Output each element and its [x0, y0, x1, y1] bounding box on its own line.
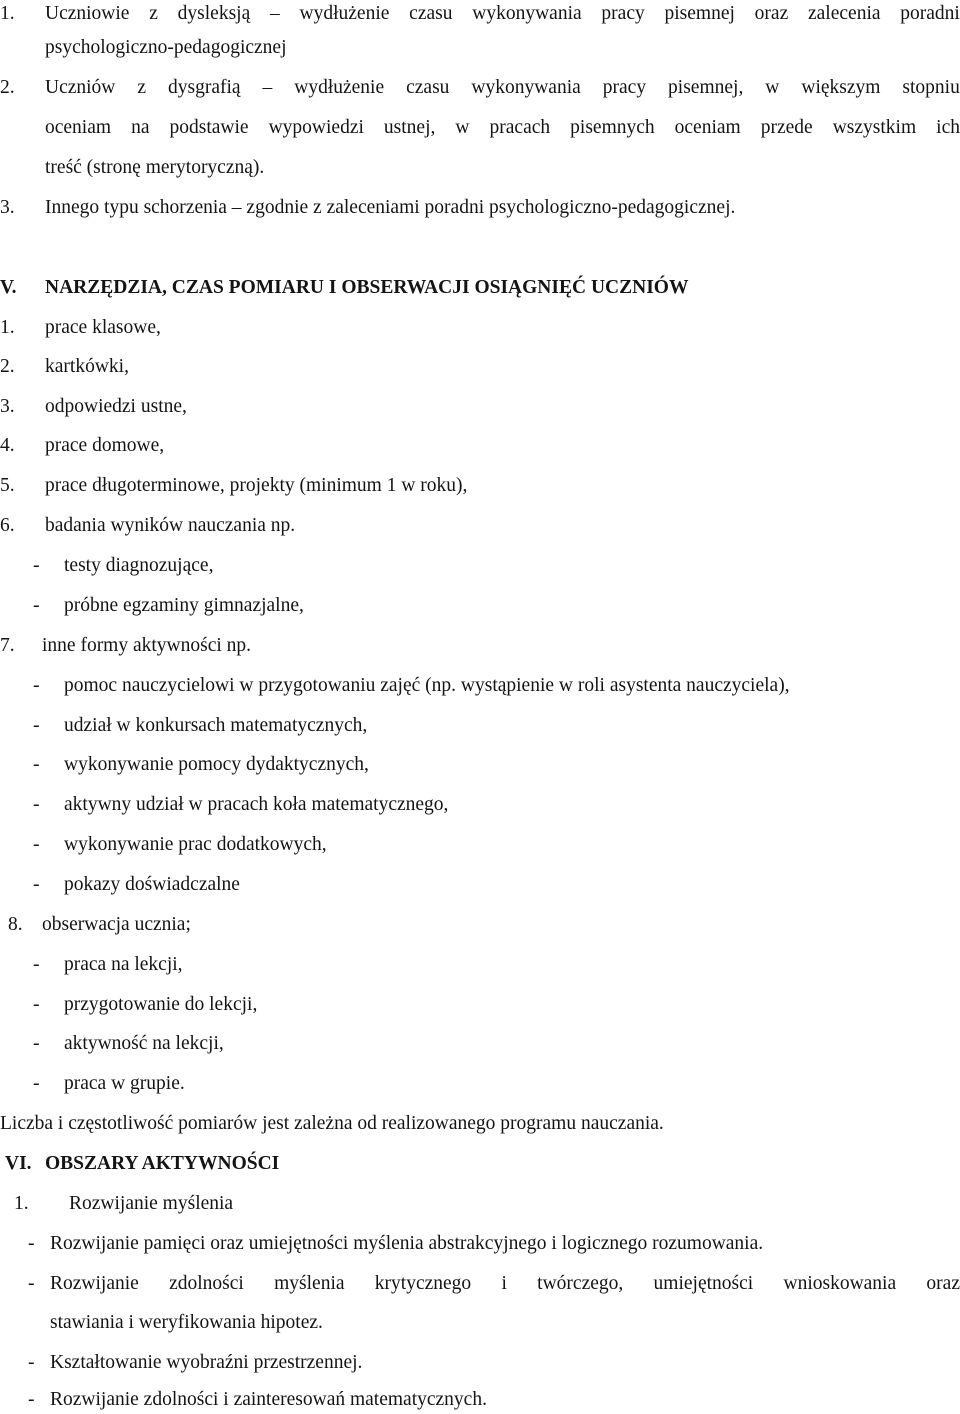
word: wykonywania [472, 3, 582, 24]
item-number: 2. [0, 356, 15, 377]
bullet-dash: - [33, 794, 40, 815]
item-number: 6. [0, 515, 15, 536]
word: – [262, 77, 273, 98]
item-text: pomoc nauczycielowi w przygotowaniu zajęć (np. wystąpienie w roli asystenta nauczyciela), [64, 675, 790, 696]
word: pracach [489, 117, 551, 138]
item-2-line-2 [0, 114, 960, 142]
section-number: V. [0, 277, 17, 298]
item-text: Rozwijanie pamięci oraz umiejętności myślenia abstrakcyjnego i logicznego rozumowania. [50, 1233, 764, 1254]
item-number: 3. [0, 197, 15, 218]
word: – [270, 3, 280, 24]
word: myślenia [274, 1273, 345, 1294]
word: zdolności [169, 1273, 244, 1294]
item-text: przygotowanie do lekcji, [64, 994, 258, 1015]
word: dysgrafią [168, 77, 241, 98]
word: Rozwijanie [50, 1273, 139, 1294]
word: pisemnej, [668, 77, 744, 98]
word: z [137, 77, 147, 98]
word: oraz [926, 1273, 960, 1294]
justified-line [45, 114, 960, 142]
word: Uczniowie [45, 3, 130, 24]
word: z [149, 3, 158, 24]
item-text: obserwacja ucznia; [42, 914, 191, 935]
word: pisemnej [664, 3, 735, 24]
item-2-line-1 [0, 74, 960, 102]
item-number: 8. [8, 914, 23, 935]
word: podstawie [169, 117, 249, 138]
item-text: praca w grupie. [64, 1073, 185, 1094]
justified-line [50, 1270, 960, 1298]
item-text: Rozwijanie myślenia [69, 1193, 234, 1214]
item-number: 3. [0, 396, 15, 417]
justified-line [45, 74, 960, 102]
item-text: badania wyników nauczania np. [45, 515, 296, 536]
item-number: 1. [0, 317, 15, 338]
word: większym [801, 77, 881, 98]
word: czasu [409, 3, 453, 24]
item-text: Rozwijanie zdolności i zainteresowań matematycznych. [50, 1389, 487, 1410]
word: twórczego, [537, 1273, 624, 1294]
paragraph-text: treść (stronę merytoryczną). [45, 157, 265, 178]
bullet-dash: - [28, 1273, 35, 1294]
item-number: 4. [0, 435, 15, 456]
bullet-dash: - [33, 954, 40, 975]
section-title: NARZĘDZIA, CZAS POMIARU I OBSERWACJI OSIĄGNIĘĆ UCZNIÓW [45, 277, 689, 298]
bullet-dash: - [33, 754, 40, 775]
word: czasu [406, 77, 450, 98]
bullet-dash: - [28, 1389, 35, 1410]
bullet-dash: - [33, 874, 40, 895]
justified-line [45, 0, 960, 28]
item-text: odpowiedzi ustne, [45, 396, 187, 417]
item-text: prace domowe, [45, 435, 165, 456]
word: krytycznego [374, 1273, 472, 1294]
item-text: aktywny udział w pracach koła matematycznego, [64, 794, 449, 815]
word: oceniam [45, 117, 112, 138]
item-text: kartkówki, [45, 356, 129, 377]
item-text: pokazy doświadczalne [64, 874, 240, 895]
word: wydłużenie [299, 3, 390, 24]
item-text: udział w konkursach matematycznych, [64, 715, 368, 736]
word: w [455, 117, 470, 138]
word: wnioskowania [783, 1273, 897, 1294]
section-number: VI. [5, 1153, 32, 1174]
word: dysleksją [177, 3, 251, 24]
item-number: 7. [0, 635, 15, 656]
item-text: prace długoterminowe, projekty (minimum 1 w roku), [45, 475, 468, 496]
item-text: aktywność na lekcji, [64, 1033, 224, 1054]
bullet-dash: - [33, 715, 40, 736]
item-number: 1. [0, 3, 15, 24]
word: wypowiedzi [268, 117, 364, 138]
word: na [131, 117, 150, 138]
item-text: wykonywanie prac dodatkowych, [64, 834, 327, 855]
bullet-dash: - [33, 994, 40, 1015]
bullet-dash: - [33, 1073, 40, 1094]
bullet-dash: - [28, 1352, 35, 1373]
word: stopniu [902, 77, 960, 98]
word: i [501, 1273, 507, 1294]
word: pracy [601, 3, 645, 24]
word: wszystkim [832, 117, 917, 138]
word: umiejętności [653, 1273, 754, 1294]
item-text: próbne egzaminy gimnazjalne, [64, 595, 304, 616]
item-number: 5. [0, 475, 15, 496]
item-text: wykonywanie pomocy dydaktycznych, [64, 754, 369, 775]
word: wykonywania [471, 77, 581, 98]
item-text: inne formy aktywności np. [42, 635, 252, 656]
word: oraz [754, 3, 789, 24]
item-number: 1. [14, 1193, 29, 1214]
word: Uczniów [45, 77, 116, 98]
bullet-dash: - [33, 595, 40, 616]
word: zalecenia [808, 3, 881, 24]
item-text: testy diagnozujące, [64, 555, 214, 576]
paragraph-text: Innego typu schorzenia – zgodnie z zaleceniami poradni psychologiczno-pedagogicznej. [45, 197, 736, 218]
bullet-dash: - [33, 1033, 40, 1054]
bullet-dash: - [28, 1233, 35, 1254]
word: ich [936, 117, 960, 138]
item-number: 2. [0, 77, 15, 98]
section-title: OBSZARY AKTYWNOŚCI [45, 1153, 280, 1174]
bullet-item [0, 1270, 960, 1298]
item-text: prace klasowe, [45, 317, 161, 338]
word: pisemnych [570, 117, 655, 138]
item-text: Kształtowanie wyobraźni przestrzennej. [50, 1352, 363, 1373]
word: poradni [900, 3, 960, 24]
word: oceniam [674, 117, 741, 138]
bullet-dash: - [33, 555, 40, 576]
paragraph-text: Liczba i częstotliwość pomiarów jest zależna od realizowanego programu nauczania. [0, 1113, 664, 1134]
item-text: stawiania i weryfikowania hipotez. [50, 1312, 323, 1333]
word: wydłużenie [294, 77, 385, 98]
bullet-dash: - [33, 675, 40, 696]
word: przede [760, 117, 813, 138]
word: ustnej, [383, 117, 436, 138]
item-text: praca na lekcji, [64, 954, 183, 975]
word: w [765, 77, 780, 98]
bullet-dash: - [33, 834, 40, 855]
item-1-line-1 [0, 0, 960, 28]
paragraph-text: psychologiczno-pedagogicznej [45, 37, 287, 58]
word: pracy [602, 77, 647, 98]
